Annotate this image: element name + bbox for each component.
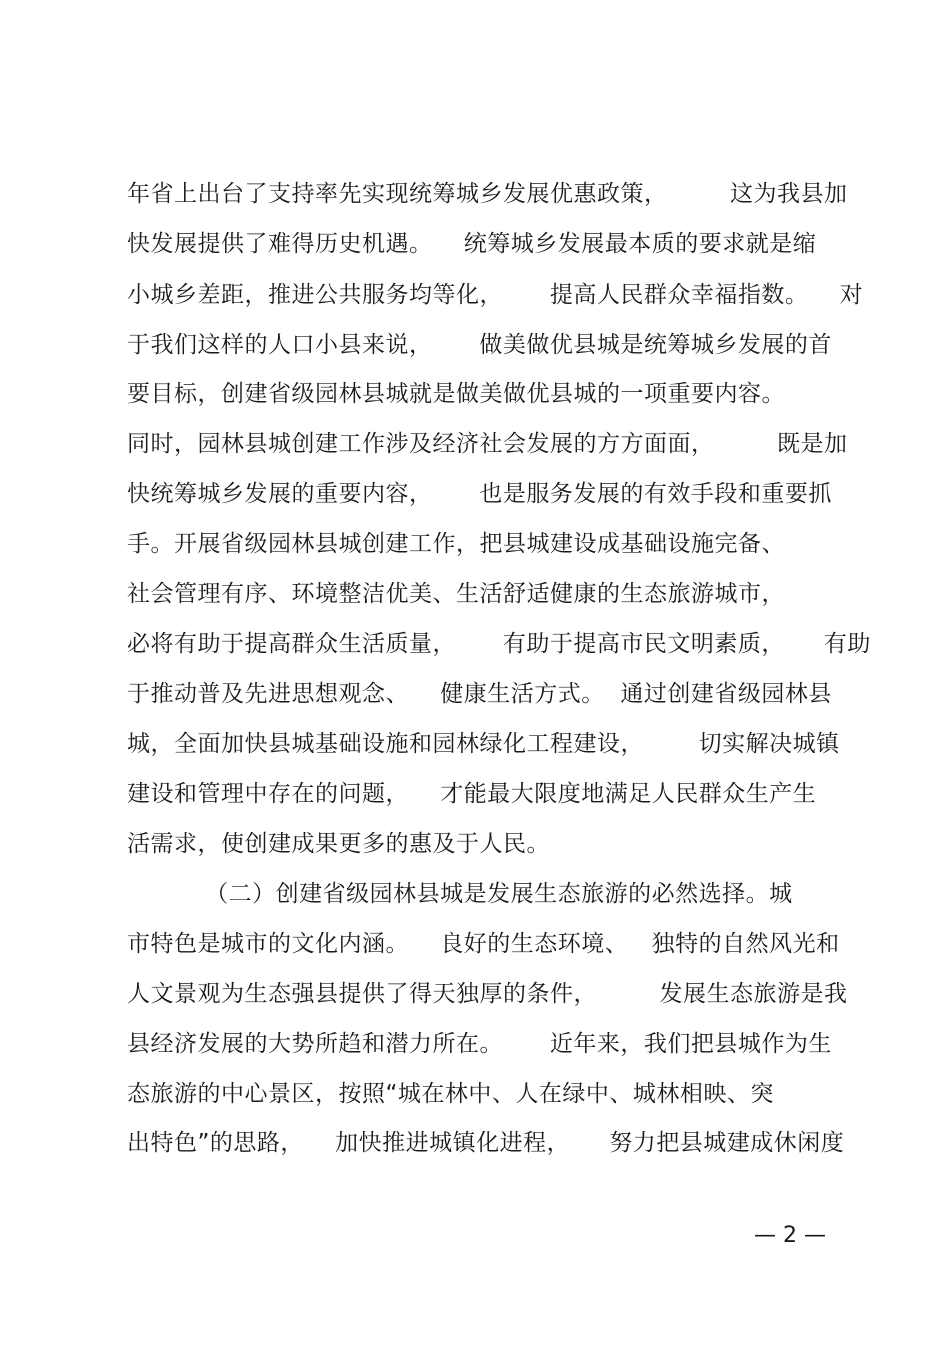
body-text-line: 要目标，创建省级园林县城就是做美做优县城的一项重要内容。 (127, 381, 785, 407)
body-text-line: 快发展提供了难得历史机遇。 统筹城乡发展最本质的要求就是缩 (127, 231, 817, 257)
body-text-line: 建设和管理中存在的问题， 才能最大限度地满足人民群众生产生 (127, 781, 817, 807)
body-text-line: 出特色”的思路， 加快推进城镇化进程， 努力把县城建成休闲度 (127, 1130, 845, 1156)
body-text-line: 态旅游的中心景区，按照“城在林中、人在绿中、城林相映、突 (127, 1081, 774, 1107)
body-text-line: 年省上出台了支持率先实现统筹城乡发展优惠政策， 这为我县加 (127, 181, 848, 207)
body-text-line: 城，全面加快县城基础设施和园林绿化工程建设， 切实解决城镇 (127, 731, 840, 757)
page-number: — 2 — (754, 1223, 826, 1248)
body-text-line: 社会管理有序、环境整洁优美、生活舒适健康的生态旅游城市， (127, 581, 785, 607)
body-text-line: 市特色是城市的文化内涵。 良好的生态环境、 独特的自然风光和 (127, 931, 840, 957)
body-text-line: 快统筹城乡发展的重要内容， 也是服务发展的有效手段和重要抓 (127, 481, 832, 507)
body-text-line: 同时，园林县城创建工作涉及经济社会发展的方方面面， 既是加 (127, 431, 848, 457)
body-text-line: 县经济发展的大势所趋和潜力所在。 近年来，我们把县城作为生 (127, 1031, 832, 1057)
body-text-line: 于推动普及先进思想观念、 健康生活方式。 通过创建省级园林县 (127, 681, 832, 707)
body-text-line: 活需求，使创建成果更多的惠及于人民。 (127, 831, 550, 857)
body-text-line: 手。开展省级园林县城创建工作，把县城建设成基础设施完备、 (127, 531, 785, 557)
section-heading-line: （二）创建省级园林县城是发展生态旅游的必然选择。城 (127, 881, 793, 907)
body-text-line: 人文景观为生态强县提供了得天独厚的条件， 发展生态旅游是我 (127, 981, 848, 1007)
body-text-line: 小城乡差距，推进公共服务均等化， 提高人民群众幸福指数。 对 (127, 282, 864, 308)
body-text-line: 必将有助于提高群众生活质量， 有助于提高市民文明素质， 有助 (127, 631, 871, 657)
body-text-line: 于我们这样的人口小县来说， 做美做优县城是统筹城乡发展的首 (127, 332, 832, 358)
